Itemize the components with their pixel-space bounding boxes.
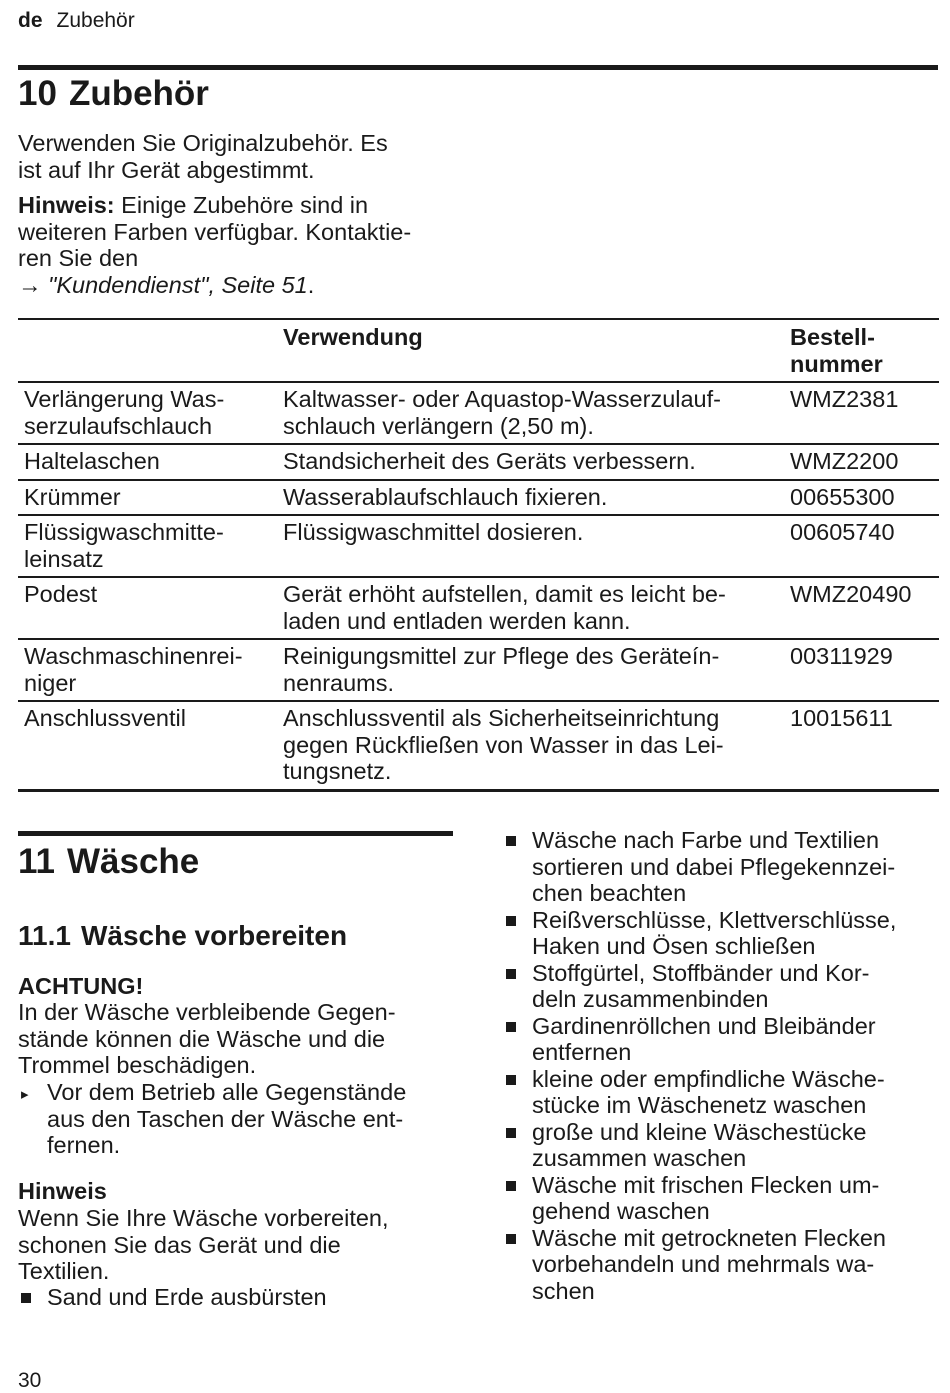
usage-cell: Flüssigwaschmittel dosieren. <box>277 515 784 577</box>
table-header-cell: Verwendung <box>277 319 784 382</box>
accessories-table <box>18 318 939 792</box>
bullet-list-right <box>503 827 943 1304</box>
order-number-cell: 10015611 <box>784 701 939 790</box>
step-marker-icon: ▸ <box>21 1086 29 1103</box>
chapter-11-title: 11 Wäsche <box>18 842 200 881</box>
page-number: 30 <box>18 1369 42 1392</box>
table-header-cell: Bestell- nummer <box>784 319 939 382</box>
list-item: kleine oder empfindliche Wäsche- stücke im Wäschenetz waschen <box>503 1066 943 1119</box>
usage-cell: Wasserablaufschlauch fixieren. <box>277 480 784 516</box>
table-row <box>18 382 939 444</box>
usage-cell: Anschlussventil als Sicherheitseinrichtung gegen Rückfließen von Wasser in das Lei- tungsnetz. <box>277 701 784 790</box>
item-name-cell: Podest <box>18 577 277 639</box>
usage-cell: Standsicherheit des Geräts verbessern. <box>277 444 784 480</box>
usage-cell: Kaltwasser- oder Aquastop-Wasserzulauf- schlauch verlängern (2,50 m). <box>277 382 784 444</box>
warning-text: In der Wäsche verbleibende Gegen- stände können die Wäsche und die Trommel beschädigen. <box>18 999 396 1078</box>
chapter-11-rule <box>18 831 453 836</box>
usage-cell: Gerät erhöht aufstellen, damit es leicht be- laden und entladen werden kann. <box>277 577 784 639</box>
chapter-10-title: 10 Zubehör <box>18 74 209 113</box>
list-item: Stoffgürtel, Stoffbänder und Kor- deln zusammenbinden <box>503 960 943 1013</box>
warning-label: ACHTUNG! <box>18 973 144 999</box>
note-label: Hinweis: <box>18 192 115 218</box>
language-code: de <box>18 9 43 32</box>
section-11-1-title: 11.1 Wäsche vorbereiten <box>18 920 348 951</box>
chapter-10-intro: Verwenden Sie Originalzubehör. Es ist auf Ihr Gerät abgestimmt. <box>18 130 388 183</box>
order-number-cell: 00655300 <box>784 480 939 516</box>
note-text: Wenn Sie Ihre Wäsche vorbereiten, schonen Sie das Gerät und die Textilien. <box>18 1205 389 1284</box>
table-header-row <box>18 319 939 382</box>
table-row <box>18 444 939 480</box>
table-row <box>18 701 939 790</box>
item-name-cell: Verlängerung Was- serzulaufschlauch <box>18 382 277 444</box>
list-item: Gardinenröllchen und Bleibänder entfernen <box>503 1013 943 1066</box>
order-number-cell: WMZ2200 <box>784 444 939 480</box>
item-name-cell: Flüssigwaschmitte- leinsatz <box>18 515 277 577</box>
table-row <box>18 577 939 639</box>
table-row <box>18 480 939 516</box>
item-name-cell: Anschlussventil <box>18 701 277 790</box>
item-name-cell: Waschmaschinenrei- niger <box>18 639 277 701</box>
item-name-cell: Krümmer <box>18 480 277 516</box>
list-item: Reißverschlüsse, Klettverschlüsse, Haken und Ösen schließen <box>503 907 943 960</box>
note-label: Hinweis <box>18 1178 107 1204</box>
order-number-cell: 00311929 <box>784 639 939 701</box>
arrow-icon: → <box>18 271 42 298</box>
table-row <box>18 515 939 577</box>
bullet-list-left <box>18 1284 448 1311</box>
table-header-cell <box>18 319 277 382</box>
order-number-cell: 00605740 <box>784 515 939 577</box>
chapter-10-note: Hinweis: Einige Zubehöre sind in weiteren Farben verfügbar. Kontaktie- ren Sie den → "Kundendienst", Seite 51. <box>18 192 412 298</box>
order-number-cell: WMZ20490 <box>784 577 939 639</box>
list-item: große und kleine Wäschestücke zusammen waschen <box>503 1119 943 1172</box>
action-step: ▸ Vor dem Betrieb alle Gegenstände aus den Taschen der Wäsche ent- fernen. <box>21 1079 407 1158</box>
header-section: Zubehör <box>56 9 135 32</box>
customer-service-link[interactable]: "Kundendienst", Seite 51 <box>41 271 308 298</box>
list-item: Sand und Erde ausbürsten <box>18 1284 448 1311</box>
item-name-cell: Haltelaschen <box>18 444 277 480</box>
running-header <box>18 9 135 33</box>
order-number-cell: WMZ2381 <box>784 382 939 444</box>
list-item: Wäsche mit getrockneten Flecken vorbehandeln und mehrmals wa- schen <box>503 1225 943 1305</box>
top-rule <box>18 65 938 70</box>
usage-cell: Reinigungsmittel zur Pflege des Geräteín- nenraums. <box>277 639 784 701</box>
table-row <box>18 639 939 701</box>
list-item: Wäsche mit frischen Flecken um- gehend waschen <box>503 1172 943 1225</box>
list-item: Wäsche nach Farbe und Textilien sortieren und dabei Pflegekennzei- chen beachten <box>503 827 943 907</box>
